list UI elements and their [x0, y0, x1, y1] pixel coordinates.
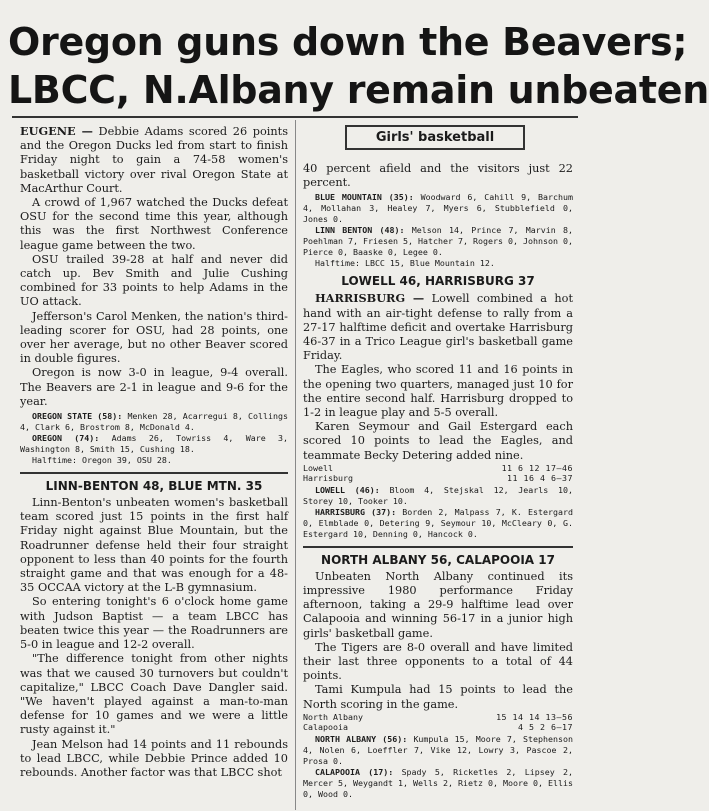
albany-paragraph: Tami Kumpula had 15 points to lead the North scoring in the game.: [303, 683, 573, 711]
lowell-paragraph: The Eagles, who scored 11 and 16 points in the opening two quarters, managed just 10 for the entire second half. Harrisburg dropped to 1-2 in league play and 5-5 overall.: [303, 363, 573, 420]
box-score: OREGON STATE (58): Menken 28, Acarregui 8, Collings 4, Clark 6, Brostrom 8, McDonald 4. OREGON (74): Adams 26, Towriss 4, Ware 3, Washington 8, Smith 15, Cushing 18. Halftime: Oregon 39, OSU 28.: [20, 411, 288, 466]
linn-paragraph: So entering tonight's 6 o'clock home game with Judson Baptist — a team LBCC has beaten twice this year — the Roadrunners are 5-0 in league and 12-2 overall.: [20, 595, 288, 652]
linn-paragraph: Linn-Benton's unbeaten women's basketball team scored just 15 points in the first half Friday night against Blue Mountain, but the Roadrunner defense held their four straight opponent to less than 40 points for the fourth straight game and that was enough for a 48-35 OCCAA victory at the L-B gymnasium.: [20, 496, 288, 595]
oregon-paragraph: EUGENE — Debbie Adams scored 26 points and the Oregon Ducks led from start to finish Friday night to gain a 74-58 women's basketball victory over rival Oregon State at MacArthur Court.: [20, 124, 289, 195]
oregon-paragraph: OSU trailed 39-28 at half and never did catch up. Bev Smith and Julie Cushing combined for 33 points to help Adams in the UO attack.: [20, 252, 288, 309]
headline-rule: [12, 116, 578, 118]
oregon-paragraph: Jefferson's Carol Menken, the nation's third-leading scorer for OSU, had 28 points, one over her average, but no other Beaver scored in double figures.: [20, 309, 288, 366]
headline-line-1: Oregon guns down the Beavers;: [8, 20, 688, 64]
linescore-row: Harrisburg 11 16 4 6—37: [303, 472, 573, 483]
linescore-row: Calapooia 4 5 2 6—17: [303, 721, 573, 732]
linescore-row: North Albany 15 14 14 13—56: [303, 711, 573, 722]
linn-continuation: 40 percent afield and the visitors just 22 percent.: [303, 162, 573, 190]
column-divider: [295, 120, 296, 810]
linescore-row: Lowell 11 6 12 17—46: [303, 462, 573, 473]
left-column: [20, 124, 288, 780]
subhead-north-albany: NORTH ALBANY 56, CALAPOOIA 17: [321, 552, 555, 567]
dateline: EUGENE —: [20, 124, 93, 138]
box-score: LOWELL (46): Bloom 4, Stejskal 12, Jearls 10, Storey 10, Tooker 10. HARRISBURG (37): Borden 2, Malpass 7, K. Estergard 0, Elmblade 0, Detering 9, Seymour 10, McCleary 0, G. Estergard 10, Denning 0, Hancock 0.: [303, 484, 573, 539]
box-score: NORTH ALBANY (56): Kumpula 15, Moore 7, Stephenson 4, Nolen 6, Loeffler 7, Vike 12, Lowry 3, Pascoe 2, Prosa 0. CALAPOOIA (17): Spady 5, Ricketles 2, Lipsey 2, Mercer 5, Weygandt 1, Wells 2, Rietz 0, Moore 0, Ellis 0, Wood 0.: [303, 733, 573, 799]
albany-paragraph: The Tigers are 8-0 overall and have limited their last three opponents to a total of 44 points.: [303, 640, 573, 683]
section-rule: [20, 472, 288, 474]
lowell-paragraph: HARRISBURG — Lowell combined a hot hand with an air-tight defense to rally from a 27-17 halftime deficit and overtake Harrisburg 46-37 in a Trico League girl's basketball game Friday.: [303, 291, 574, 363]
right-column: [303, 162, 573, 802]
section-rule: [303, 546, 573, 548]
headline-line-2: LBCC, N.Albany remain unbeaten: [8, 68, 709, 112]
subhead-lowell: LOWELL 46, HARRISBURG 37: [341, 274, 535, 289]
lowell-paragraph: Karen Seymour and Gail Estergard each scored 10 points to lead the Eagles, and teammate Becky Detering added nine.: [303, 420, 573, 462]
linn-paragraph: "The difference tonight from other nights was that we caused 30 turnovers but couldn't capitalize," LBCC Coach Dave Dangler said. "We haven't played against a man-to-man defense for 10 games and we were a little rusty against it.": [20, 652, 288, 737]
albany-paragraph: Unbeaten North Albany continued its impressive 1980 performance Friday afternoon, taking a 29-9 halftime lead over Calapooia and winning 56-17 in a junior high girls' basketball game.: [303, 569, 573, 640]
box-score: BLUE MOUNTAIN (35): Woodward 6, Cahill 9, Barchum 4, Mollahan 3, Healey 7, Myers 6, Stubblefield 0, Jones 0. LINN BENTON (48): Melson 14, Prince 7, Marvin 8, Poehlman 7, Friesen 5, Hatcher 7, Rogers 0, Johnson 0, Pierce 0, Baaske 0, Legee 0. Halftime: LBCC 15, Blue Mountain 12.: [303, 192, 574, 269]
oregon-paragraph: Oregon is now 3-0 in league, 9-4 overall. The Beavers are 2-1 in league and 9-6 for the year.: [20, 366, 288, 408]
section-tag: Girls' basketball: [345, 125, 525, 150]
subhead-linn-benton: LINN-BENTON 48, BLUE MTN. 35: [45, 479, 263, 494]
oregon-paragraph: A crowd of 1,967 watched the Ducks defeat OSU for the second time this year, although this was the first Northwest Conference league game between the two.: [20, 196, 288, 252]
linn-paragraph: Jean Melson had 14 points and 11 rebounds to lead LBCC, while Debbie Prince added 10 rebounds. Another factor was that LBCC shot: [20, 737, 288, 779]
